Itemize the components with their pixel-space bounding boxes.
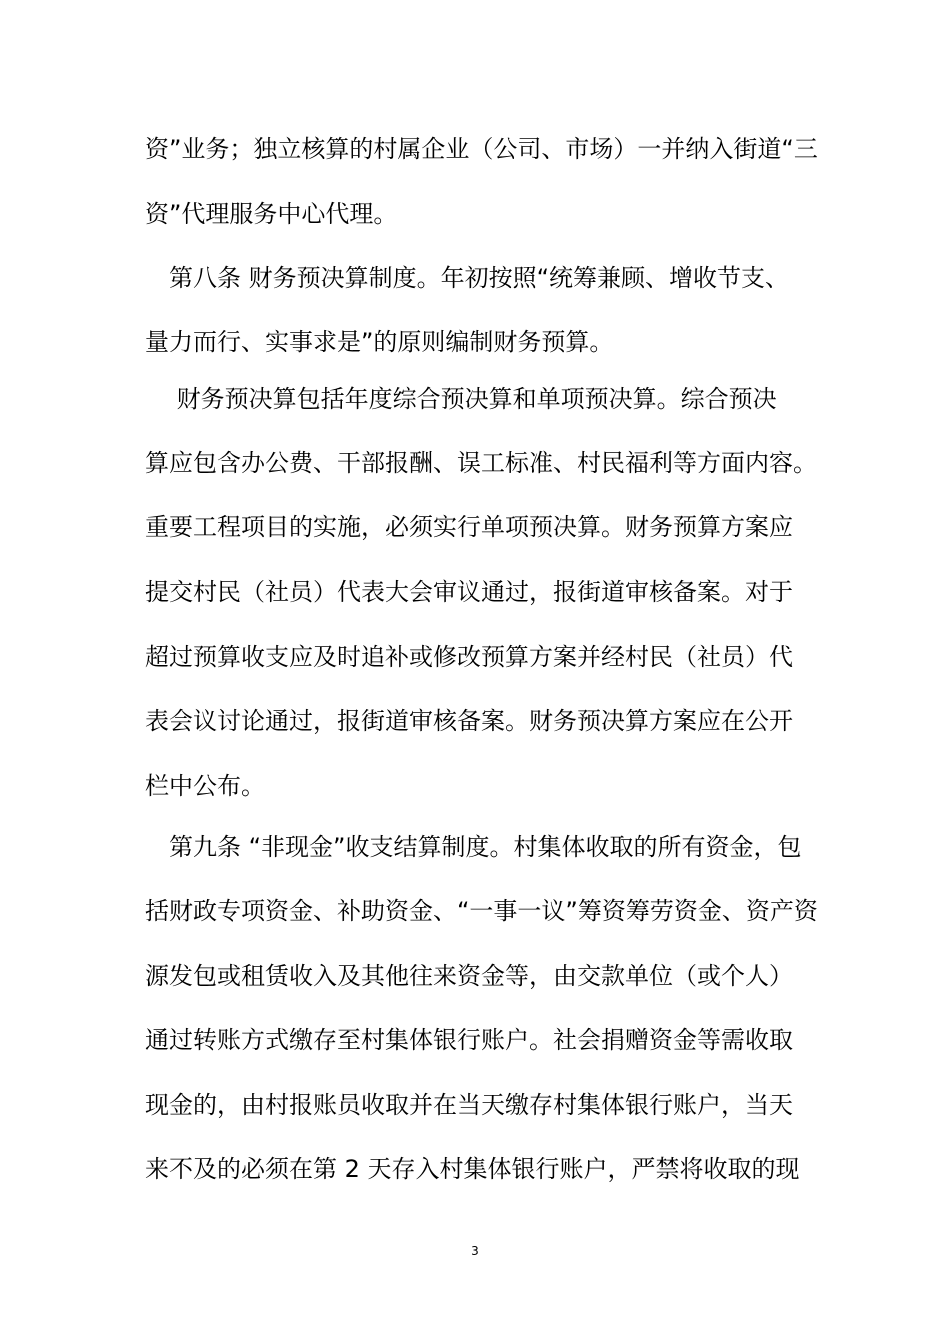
text-line: 财务预决算包括年度综合预决算和单项预决算。综合预决: [145, 385, 777, 413]
text-line: 资”业务；独立核算的村属企业（公司、市场）一并纳入街道“三: [145, 135, 818, 163]
text-line: 来不及的必须在第 2 天存入村集体银行账户，严禁将收取的现: [145, 1155, 800, 1183]
text-line: 源发包或租赁收入及其他往来资金等，由交款单位（或个人）: [145, 962, 793, 990]
page-number: 3: [471, 1244, 479, 1258]
text-line: 括财政专项资金、补助资金、“一事一议”筹资筹劳资金、资产资: [145, 897, 818, 925]
text-line: 现金的，由村报账员收取并在当天缴存村集体银行账户，当天: [145, 1091, 793, 1119]
text-line: 算应包含办公费、干部报酬、误工标准、村民福利等方面内容。: [145, 449, 817, 477]
text-line: 量力而行、实事求是”的原则编制财务预算。: [145, 328, 614, 356]
text-line: 通过转账方式缴存至村集体银行账户。社会捐赠资金等需收取: [145, 1026, 793, 1054]
text-line: 第九条 “非现金”收支结算制度。村集体收取的所有资金，包: [145, 833, 802, 861]
text-line: 资”代理服务中心代理。: [145, 200, 398, 228]
text-line: 提交村民（社员）代表大会审议通过，报街道审核备案。对于: [145, 578, 793, 606]
text-line: 表会议讨论通过，报街道审核备案。财务预决算方案应在公开: [145, 707, 793, 735]
text-line: 重要工程项目的实施，必须实行单项预决算。财务预算方案应: [145, 513, 793, 541]
text-line: 超过预算收支应及时追补或修改预算方案并经村民（社员）代: [145, 643, 793, 671]
text-line: 第八条 财务预决算制度。年初按照“统筹兼顾、增收节支、: [145, 264, 790, 292]
text-line: 栏中公布。: [145, 772, 265, 800]
